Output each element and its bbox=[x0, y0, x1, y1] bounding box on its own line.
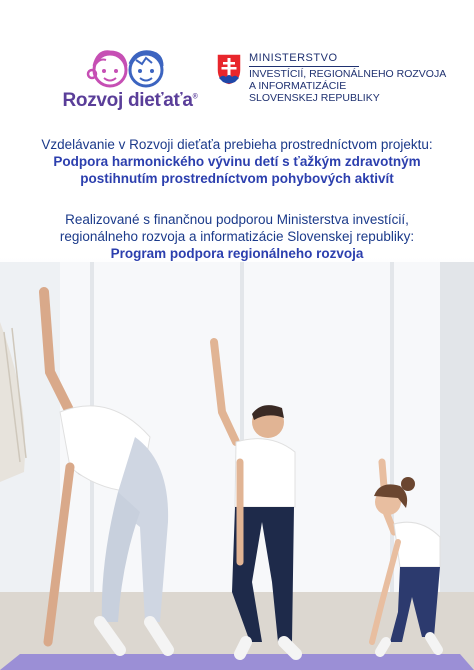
ministry-line-1: MINISTERSTVO bbox=[249, 52, 338, 64]
funding-text-line-2: regionálneho rozvoja a informatizácie Slovenskej republiky: bbox=[59, 229, 415, 244]
program-title: Program podpora regionálneho rozvoja bbox=[110, 246, 364, 261]
slovak-coat-of-arms-icon bbox=[215, 52, 243, 86]
intro-text: Vzdelávanie v Rozvoji dieťaťa prebieha prostredníctvom projektu: bbox=[41, 137, 433, 152]
ministry-line-4: SLOVENSKEJ REPUBLIKY bbox=[249, 92, 380, 104]
rozvoj-dietata-logo bbox=[60, 44, 200, 116]
project-title-line-1: Podpora harmonického vývinu detí s ťažkým zdravotným bbox=[53, 154, 421, 169]
project-title-line-2: postihnutím prostredníctvom pohybových aktivít bbox=[80, 171, 394, 186]
ministry-divider bbox=[249, 66, 359, 67]
brand-name: Rozvoj dieťaťa® bbox=[62, 90, 198, 111]
ministry-logo bbox=[215, 52, 465, 112]
ministry-line-3: A INFORMATIZÁCIE bbox=[249, 80, 347, 92]
family-stretching-illustration bbox=[0, 262, 474, 670]
kids-faces-logo-icon bbox=[80, 44, 180, 92]
exercise-photo bbox=[0, 262, 474, 670]
ministry-line-2: INVESTÍCIÍ, REGIONÁLNEHO ROZVOJA bbox=[249, 68, 447, 80]
funding-text-line-1: Realizované s finančnou podporou Ministerstva investícií, bbox=[65, 212, 409, 227]
